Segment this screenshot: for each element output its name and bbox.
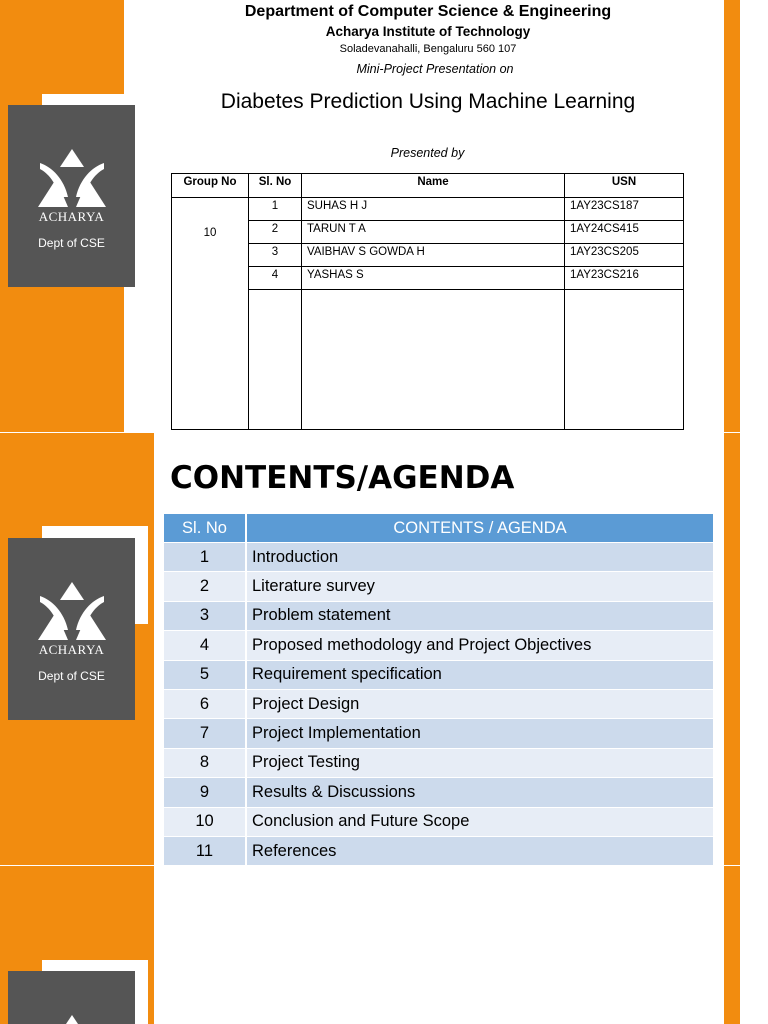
agenda-item: Proposed methodology and Project Objectives [246,631,714,660]
table-row [164,778,714,807]
agenda-no: 4 [164,631,246,660]
agenda-no: 6 [164,689,246,718]
table-row [164,719,714,748]
right-orange-strip [724,433,740,865]
table-row [164,807,714,836]
member-usn: 1AY23CS205 [565,244,684,267]
agenda-no: 2 [164,572,246,601]
agenda-header-row [164,514,714,543]
table-row [164,631,714,660]
agenda-no: 7 [164,719,246,748]
agenda-item: References [246,836,714,865]
member-usn: 1AY23CS187 [565,198,684,221]
acharya-logo-icon [38,582,106,642]
member-sl: 4 [249,267,302,290]
member-usn: 1AY24CS415 [565,221,684,244]
department-heading: Department of Computer Science & Engineering [244,3,612,20]
logo-name: ACHARYA [38,209,105,224]
table-row [164,601,714,630]
agenda-item: Problem statement [246,601,714,630]
agenda-no: 10 [164,807,246,836]
table-row [164,689,714,718]
presentation-label: Mini-Project Presentation on [356,62,514,76]
col-usn: USN [565,174,684,198]
col-sl-no: Sl. No [249,174,302,198]
table-row [172,221,684,244]
table-row [164,660,714,689]
table-row [172,244,684,267]
acharya-logo-block [8,538,135,720]
agenda-table [164,514,715,865]
col-sl-no: Sl. No [164,514,246,543]
table-row [164,543,714,572]
next-slide-partial [0,866,740,1024]
col-contents: CONTENTS / AGENDA [246,514,714,543]
col-group-no: Group No [172,174,249,198]
group-number: 10 [172,198,249,430]
members-header-row [172,174,684,198]
logo-dept-label: Dept of CSE [38,669,105,683]
members-table [171,173,684,430]
agenda-no: 8 [164,748,246,777]
acharya-logo-block [8,105,135,287]
project-title: Diabetes Prediction Using Machine Learning [220,90,636,113]
table-row-empty [172,290,684,430]
col-name: Name [302,174,565,198]
member-sl: 2 [249,221,302,244]
agenda-no: 9 [164,778,246,807]
table-row [164,748,714,777]
member-name: VAIBHAV S GOWDA H [302,244,565,267]
table-row [172,198,684,221]
table-row [164,836,714,865]
agenda-item: Project Design [246,689,714,718]
member-sl: 1 [249,198,302,221]
right-orange-strip [724,866,740,1024]
member-usn: 1AY23CS216 [565,267,684,290]
agenda-item: Project Testing [246,748,714,777]
title-slide [0,0,740,432]
agenda-item: Project Implementation [246,719,714,748]
right-orange-strip [724,0,740,432]
member-name: TARUN T A [302,221,565,244]
logo-dept-label: Dept of CSE [38,236,105,250]
agenda-item: Requirement specification [246,660,714,689]
institute-name: Acharya Institute of Technology [325,24,531,39]
agenda-item: Introduction [246,543,714,572]
agenda-item: Literature survey [246,572,714,601]
table-row [164,572,714,601]
agenda-item: Results & Discussions [246,778,714,807]
agenda-no: 1 [164,543,246,572]
acharya-logo-icon [38,1015,106,1024]
agenda-no: 5 [164,660,246,689]
presented-by-label: Presented by [390,146,465,160]
member-name: YASHAS S [302,267,565,290]
table-row [172,267,684,290]
agenda-item: Conclusion and Future Scope [246,807,714,836]
member-sl: 3 [249,244,302,267]
acharya-logo-block [8,971,135,1024]
acharya-logo-icon [38,149,106,209]
institute-address: Soladevanahalli, Bengaluru 560 107 [339,43,517,55]
logo-name: ACHARYA [38,642,105,657]
agenda-no: 3 [164,601,246,630]
agenda-no: 11 [164,836,246,865]
agenda-title: CONTENTS/AGENDA [170,460,515,496]
member-name: SUHAS H J [302,198,565,221]
